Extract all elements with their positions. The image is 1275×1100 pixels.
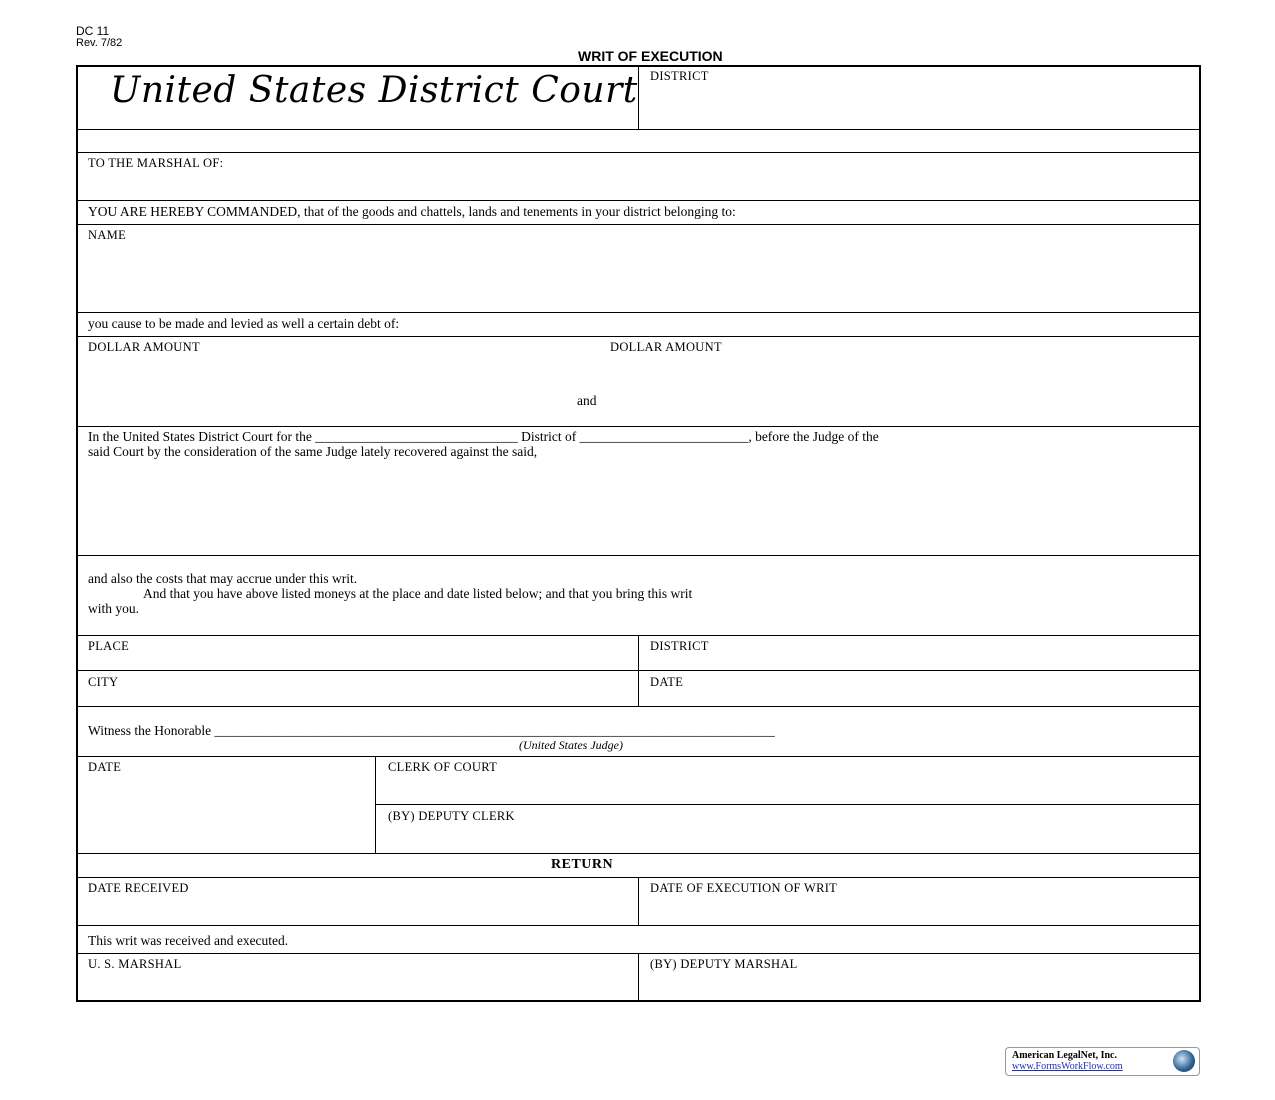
divider (76, 152, 1199, 153)
defendant-field[interactable] (78, 462, 1196, 554)
judgment-line-2: said Court by the consideration of the same Judge lately recovered against the said, (88, 444, 538, 459)
deputy-clerk-label: (BY) DEPUTY CLERK (388, 809, 515, 823)
city-label: CITY (88, 675, 119, 689)
divider (76, 224, 1199, 225)
divider (375, 756, 376, 853)
divider (76, 706, 1199, 707)
dollar-amount-label-2: DOLLAR AMOUNT (610, 340, 722, 354)
divider (76, 129, 1199, 130)
date-execution-label: DATE OF EXECUTION OF WRIT (650, 881, 838, 895)
district-label: DISTRICT (650, 69, 709, 83)
witness-text: Witness the Honorable ___________________________________________________________________________________ (88, 723, 775, 738)
divider (76, 312, 1199, 313)
company-url-link[interactable]: www.FormsWorkFlow.com (1012, 1061, 1123, 1072)
command-emphasis: YOU ARE HEREBY COMMANDED (88, 204, 298, 219)
marshal-label: TO THE MARSHAL OF: (88, 156, 224, 170)
name-label: NAME (88, 228, 127, 242)
globe-logo-icon (1173, 1050, 1195, 1072)
clerk-of-court-label: CLERK OF COURT (388, 760, 498, 774)
court-name-logo: United States District Court (110, 70, 638, 111)
dollar-amount-field-2[interactable] (610, 356, 1196, 424)
dollar-amount-label-1: DOLLAR AMOUNT (88, 340, 200, 354)
divider (638, 635, 639, 706)
divider (76, 426, 1199, 427)
date-label: DATE (650, 675, 684, 689)
divider (76, 336, 1199, 337)
clerk-date-label: DATE (88, 760, 122, 774)
us-marshal-label: U. S. MARSHAL (88, 957, 182, 971)
legalnet-badge (1005, 1047, 1200, 1076)
divider (376, 804, 1199, 805)
divider (638, 953, 639, 1000)
form-number: DC 11 (76, 24, 110, 38)
form-title: WRIT OF EXECUTION (578, 48, 723, 64)
divider (76, 200, 1199, 201)
deputy-marshal-label: (BY) DEPUTY MARSHAL (650, 957, 798, 971)
divider (638, 877, 639, 925)
divider (76, 555, 1199, 556)
command-text (88, 204, 736, 220)
marshal-field[interactable] (78, 172, 1196, 199)
command-rest: , that of the goods and chattels, lands and tenements in your district belonging to: (297, 204, 736, 219)
debt-text: you cause to be made and levied as well a certain debt of: (88, 316, 400, 331)
divider (76, 756, 1199, 757)
and-text: and (577, 393, 597, 408)
dollar-amount-field-1[interactable] (78, 356, 578, 424)
judge-caption: (United States Judge) (519, 738, 623, 752)
return-heading: RETURN (551, 857, 614, 872)
place-label: PLACE (88, 639, 130, 653)
costs-line-3: with you. (88, 601, 140, 616)
company-name: American LegalNet, Inc. (1012, 1050, 1117, 1061)
executed-text: This writ was received and executed. (88, 933, 289, 948)
judgment-line-1: In the United States District Court for the ______________________________ District of _________________________, before the Judge of the (88, 429, 879, 444)
divider (76, 925, 1199, 926)
district-field[interactable] (640, 86, 1196, 128)
costs-line-1: and also the costs that may accrue under this writ. (88, 571, 358, 586)
revision: Rev. 7/82 (76, 37, 123, 49)
divider (76, 853, 1199, 854)
place-district-label: DISTRICT (650, 639, 709, 653)
date-received-label: DATE RECEIVED (88, 881, 189, 895)
costs-line-2: And that you have above listed moneys at the place and date listed below; and that you bring this writ (143, 586, 693, 601)
divider (638, 65, 639, 129)
name-field[interactable] (78, 245, 1196, 311)
